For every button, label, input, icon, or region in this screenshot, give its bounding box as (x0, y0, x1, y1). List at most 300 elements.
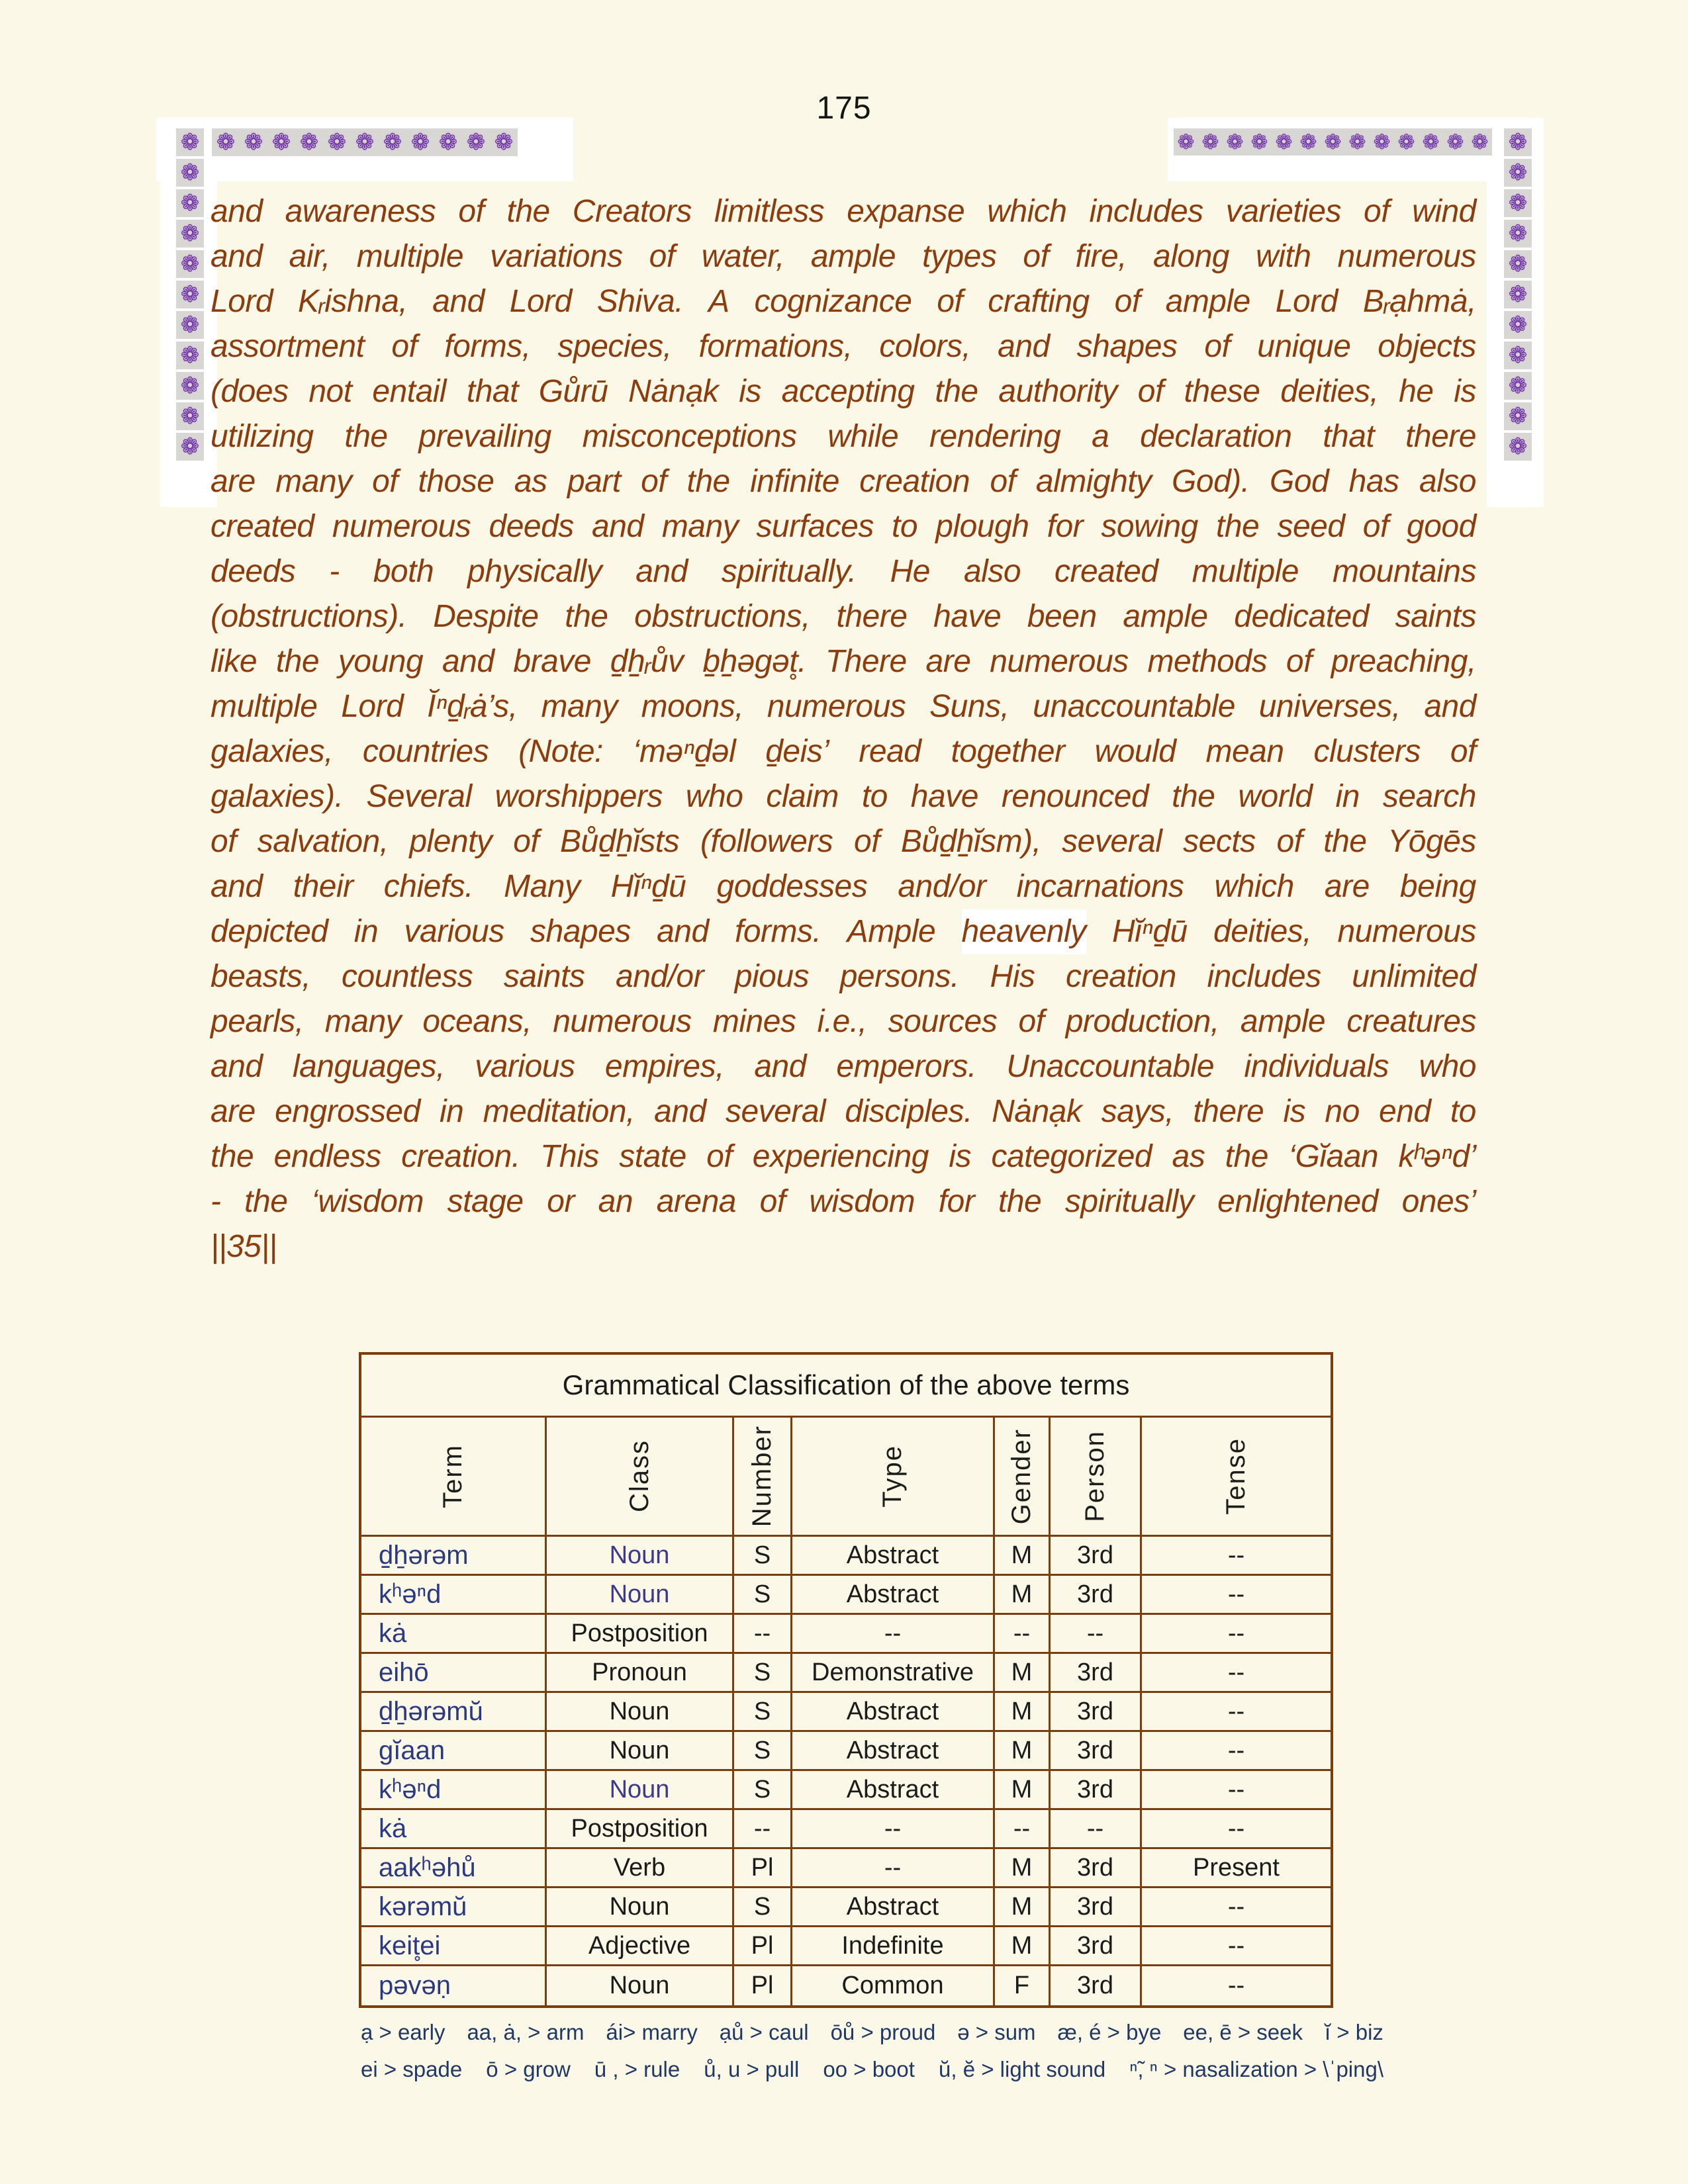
word: been (1027, 599, 1097, 634)
word: of (1286, 644, 1312, 679)
word: emperors. (836, 1049, 976, 1084)
paragraph-line (211, 414, 1476, 459)
word: languages, (292, 1049, 445, 1084)
word: the (565, 599, 608, 634)
paragraph-line (211, 909, 1476, 954)
column-header-label: Person (1080, 1430, 1109, 1522)
word: Hĭⁿd̠ū (610, 869, 686, 904)
table-cell-type: Abstract (792, 1771, 995, 1810)
word: also (963, 554, 1021, 589)
word: is (739, 374, 761, 409)
flower-icon: ❁ (176, 250, 204, 278)
floral-border-left (176, 128, 204, 461)
word: This (540, 1139, 599, 1174)
word: that (1323, 419, 1375, 454)
word: deeds (211, 554, 296, 589)
word: worshippers (494, 779, 663, 814)
word: for (1047, 509, 1084, 544)
word: many (541, 689, 618, 724)
word: who (1419, 1049, 1476, 1084)
word: of (1450, 734, 1476, 769)
flower-icon: ❁ (462, 128, 490, 156)
word: with (1256, 239, 1311, 274)
word: Hĭⁿd̠ū (1112, 914, 1188, 949)
word: is (1454, 374, 1476, 409)
table-cell-tense: Present (1142, 1849, 1331, 1888)
word: the (211, 1139, 254, 1174)
table-cell-person: 3rd (1051, 1771, 1142, 1810)
word: (does (211, 374, 289, 409)
word: of (391, 329, 418, 364)
word: and (754, 1049, 806, 1084)
word: numerous (767, 689, 906, 724)
word: in (353, 914, 379, 949)
table-cell-tense: -- (1142, 1771, 1331, 1810)
word: of (706, 1139, 733, 1174)
table-cell-gender: M (995, 1693, 1051, 1732)
table-cell-gender: M (995, 1927, 1051, 1966)
flower-icon: ❁ (176, 128, 204, 156)
table-cell-type: -- (792, 1849, 995, 1888)
table-cell-type: Abstract (792, 1537, 995, 1576)
paragraph-line: ||35|| (211, 1229, 277, 1264)
table-cell-number: Pl (734, 1966, 792, 2005)
word: incarnations (1016, 869, 1184, 904)
word: expanse (847, 194, 965, 229)
table-cell-number: S (734, 1888, 792, 1927)
word: numerous (990, 644, 1129, 679)
flower-icon: ❁ (1223, 128, 1247, 156)
word: fire, (1075, 239, 1127, 274)
word: chiefs. (383, 869, 473, 904)
word: the (998, 1184, 1042, 1219)
word: along (1153, 239, 1229, 274)
word: meditation, (483, 1094, 635, 1129)
word: Unaccountable (1006, 1049, 1215, 1084)
word: awareness (285, 194, 436, 229)
table-cell-tense: -- (1142, 1888, 1331, 1927)
word: of (854, 824, 880, 859)
word: Suns, (929, 689, 1009, 724)
word: he (1399, 374, 1434, 409)
table-cell-term: kʰəⁿd (361, 1771, 547, 1810)
word: wind (1412, 194, 1476, 229)
word: varieties (1225, 194, 1341, 229)
word: clusters (1313, 734, 1421, 769)
word: Bůd̠ẖĭsts (560, 824, 680, 859)
word: the (244, 1184, 288, 1219)
word: many (275, 464, 352, 499)
word: authority (998, 374, 1117, 409)
word: Yōgēs (1387, 824, 1476, 859)
word: accepting (781, 374, 915, 409)
word: numerous (332, 509, 471, 544)
table-cell-term: aakʰəhů (361, 1849, 547, 1888)
word: d̠ẖᵣův (610, 644, 684, 679)
table-cell-person: -- (1051, 1615, 1142, 1654)
word: of (1137, 374, 1164, 409)
table-cell-number: -- (734, 1810, 792, 1849)
word: almighty (1035, 464, 1152, 499)
paragraph-line (211, 459, 1476, 504)
table-cell-number: Pl (734, 1849, 792, 1888)
table-cell-person: 3rd (1051, 1693, 1142, 1732)
table-cell-class: Postposition (547, 1810, 734, 1849)
word: colors, (879, 329, 971, 364)
table-cell-term: eihō (361, 1654, 547, 1693)
page-number: 175 (816, 91, 872, 126)
word: oceans, (422, 1004, 532, 1039)
key-token: ee, ē > seek (1183, 2020, 1303, 2044)
table-cell-number: -- (734, 1615, 792, 1654)
word: stage (447, 1184, 524, 1219)
word: of (937, 284, 963, 319)
word: sources (888, 1004, 998, 1039)
flower-icon: ❁ (1504, 220, 1532, 248)
word: ample (1240, 1004, 1326, 1039)
word: mines (712, 1004, 796, 1039)
word: the (935, 374, 978, 409)
flower-icon: ❁ (1321, 128, 1345, 156)
word: and (211, 239, 263, 274)
table-cell-tense: -- (1142, 1732, 1331, 1771)
word: various (475, 1049, 575, 1084)
word: Lord (211, 284, 273, 319)
word: being (1399, 869, 1476, 904)
word: renounced (1001, 779, 1149, 814)
word: kʰəⁿd’ (1398, 1139, 1476, 1174)
word: creation (859, 464, 970, 499)
word: the (1225, 1139, 1268, 1174)
word: pious (734, 959, 810, 994)
word: mountains (1332, 554, 1476, 589)
table-cell-person: 3rd (1051, 1849, 1142, 1888)
word: beasts, (211, 959, 311, 994)
word: objects (1378, 329, 1476, 364)
flower-icon: ❁ (295, 128, 323, 156)
word: world (1238, 779, 1313, 814)
word: as (1172, 1139, 1205, 1174)
word: wisdom (809, 1184, 915, 1219)
word: of (1114, 284, 1141, 319)
word: an (598, 1184, 633, 1219)
word: methods (1147, 644, 1268, 679)
word: saints (1395, 599, 1476, 634)
word: a (1092, 419, 1109, 454)
table-cell-person: 3rd (1051, 1732, 1142, 1771)
table-cell-tense: -- (1142, 1537, 1331, 1576)
word: is (949, 1139, 971, 1174)
table-cell-gender: F (995, 1966, 1051, 2005)
flower-icon: ❁ (1419, 128, 1443, 156)
word: God). (1172, 464, 1250, 499)
table-cell-number: S (734, 1693, 792, 1732)
word: brave (513, 644, 591, 679)
word: dedicated (1234, 599, 1369, 634)
word: together (951, 734, 1065, 769)
word: - (211, 1184, 221, 1219)
key-token: aa, ȧ, > arm (467, 2020, 585, 2044)
word: end (1379, 1094, 1431, 1129)
table-cell-term: d̠ẖərəm (361, 1537, 547, 1576)
word: would (1094, 734, 1176, 769)
word: search (1382, 779, 1476, 814)
word: not (308, 374, 352, 409)
word: of (641, 464, 667, 499)
table-cell-type: -- (792, 1615, 995, 1654)
word: God (1270, 464, 1329, 499)
flower-icon: ❁ (1504, 402, 1532, 430)
word: plough (935, 509, 1029, 544)
flower-icon: ❁ (1198, 128, 1223, 156)
flower-icon: ❁ (212, 128, 240, 156)
word: young (338, 644, 424, 679)
word: utilizing (211, 419, 314, 454)
word: creatures (1346, 1004, 1476, 1039)
floral-border-top-left (212, 128, 518, 156)
word: saints (503, 959, 585, 994)
paragraph-line (211, 684, 1476, 729)
word: like (211, 644, 258, 679)
word: numerous (553, 1004, 692, 1039)
table-cell-type: Abstract (792, 1888, 995, 1927)
word: ‘Gĭaan (1288, 1139, 1379, 1174)
word: - (329, 554, 340, 589)
word: the (1172, 779, 1215, 814)
word: persons. (839, 959, 959, 994)
word: spiritually. (721, 554, 857, 589)
table-cell-gender: M (995, 1537, 1051, 1576)
word: galaxies, (211, 734, 333, 769)
paragraph-line (211, 1179, 1476, 1224)
word: the (686, 464, 730, 499)
word: Ample (847, 914, 936, 949)
word: has (1348, 464, 1399, 499)
key-token: ō > grow (486, 2057, 571, 2081)
flower-icon: ❁ (1370, 128, 1394, 156)
word: empires, (604, 1049, 724, 1084)
word: includes (1089, 194, 1203, 229)
table-cell-number: Pl (734, 1927, 792, 1966)
word: are (211, 1094, 256, 1129)
word: production, (1065, 1004, 1219, 1039)
paragraph-line (211, 549, 1476, 594)
table-cell-tense: -- (1142, 1615, 1331, 1654)
word: Several (366, 779, 472, 814)
word: Lord (1275, 284, 1338, 319)
word: and (592, 509, 644, 544)
word: or (547, 1184, 575, 1219)
word: there (1193, 1094, 1264, 1129)
word: are (1324, 869, 1370, 904)
word: multiple (1192, 554, 1299, 589)
column-header-person (1051, 1418, 1142, 1537)
table-cell-term: d̠ẖərəmŭ (361, 1693, 547, 1732)
key-token: ōů > proud (830, 2020, 936, 2044)
table-cell-number: S (734, 1537, 792, 1576)
word: entail (372, 374, 447, 409)
word: are (211, 464, 256, 499)
word: and (211, 869, 263, 904)
word: of (513, 824, 539, 859)
word: There (825, 644, 907, 679)
word: who (685, 779, 743, 814)
word: mean (1205, 734, 1284, 769)
table-cell-class: Verb (547, 1849, 734, 1888)
column-header-label: Tense (1221, 1437, 1250, 1515)
word: good (1407, 509, 1476, 544)
word: while (827, 419, 899, 454)
word: is (1283, 1094, 1306, 1129)
word: of (649, 239, 675, 274)
commentary-paragraph (211, 189, 1476, 1269)
key-token: oo > boot (823, 2057, 915, 2081)
paragraph-line (211, 819, 1476, 864)
word: are (925, 644, 971, 679)
paragraph-line (211, 234, 1476, 279)
flower-icon: ❁ (434, 128, 462, 156)
word: and (211, 194, 263, 229)
word: unaccountable (1033, 689, 1235, 724)
word: the (1323, 824, 1367, 859)
key-token: ⁿ̃, ⁿ > nasalization > \ˈping\ (1129, 2057, 1383, 2081)
word: ones’ (1401, 1184, 1476, 1219)
word: multiple (356, 239, 464, 274)
word: unique (1257, 329, 1351, 364)
word: the (506, 194, 550, 229)
word: sowing (1101, 509, 1198, 544)
word: and/or (898, 869, 986, 904)
flower-icon: ❁ (1296, 128, 1321, 156)
word: salvation, (257, 824, 389, 859)
word: various (404, 914, 504, 949)
word: enlightened (1217, 1184, 1378, 1219)
column-header-label: Class (624, 1439, 654, 1513)
word: crafting (988, 284, 1090, 319)
word: Nȧnạk (992, 1094, 1082, 1129)
word: plenty (409, 824, 492, 859)
word: their (293, 869, 353, 904)
word: includes (1207, 959, 1321, 994)
pronunciation-key-line (361, 2020, 1383, 2045)
flower-icon: ❁ (1443, 128, 1468, 156)
grammar-classification-table (359, 1352, 1333, 2008)
column-header-number (734, 1418, 792, 1537)
flower-icon: ❁ (176, 311, 204, 339)
paragraph-line (211, 1044, 1476, 1089)
flower-icon: ❁ (379, 128, 406, 156)
flower-icon: ❁ (1247, 128, 1272, 156)
flower-icon: ❁ (176, 281, 204, 308)
word: Despite (433, 599, 539, 634)
word: spiritually (1064, 1184, 1194, 1219)
flower-icon: ❁ (1504, 341, 1532, 369)
word: moons, (641, 689, 744, 724)
word: and (998, 329, 1050, 364)
table-cell-gender: M (995, 1849, 1051, 1888)
word: of (1362, 509, 1389, 544)
word: heavenly (962, 909, 1086, 954)
word: surfaces (756, 509, 874, 544)
pronunciation-key (361, 2020, 1383, 2094)
word: Kᵣishna, (298, 284, 408, 319)
word: declaration (1140, 419, 1292, 454)
word: i.e., (817, 1004, 867, 1039)
column-header-label: Type (878, 1445, 907, 1508)
word: of (1018, 1004, 1045, 1039)
word: creation. (401, 1139, 520, 1174)
table-cell-number: S (734, 1576, 792, 1615)
word: creation (1066, 959, 1176, 994)
flower-icon: ❁ (1394, 128, 1419, 156)
table-cell-type: -- (792, 1810, 995, 1849)
column-header-label: Number (747, 1425, 776, 1527)
word: both (373, 554, 434, 589)
word: several (1062, 824, 1162, 859)
flower-icon: ❁ (1468, 128, 1492, 156)
word: water, (701, 239, 784, 274)
word: categorized (991, 1139, 1152, 1174)
table-cell-term: kȧ (361, 1810, 547, 1849)
key-token: ů, u > pull (704, 2057, 800, 2081)
word: which (987, 194, 1067, 229)
word: and/or (616, 959, 704, 994)
word: shapes (530, 914, 631, 949)
word: individuals (1244, 1049, 1389, 1084)
flower-icon: ❁ (1504, 128, 1532, 156)
table-title: Grammatical Classification of the above terms (361, 1355, 1331, 1418)
flower-icon: ❁ (1504, 159, 1532, 187)
table-cell-term: kʰəⁿd (361, 1576, 547, 1615)
flower-icon: ❁ (1504, 433, 1532, 461)
word: numerous (1337, 239, 1476, 274)
word: many (661, 509, 739, 544)
word: goddesses (716, 869, 868, 904)
word: Ĭⁿd̠ᵣȧ’s, (427, 689, 518, 724)
key-token: ạ > early (361, 2020, 445, 2044)
column-header-class (547, 1418, 734, 1537)
word: engrossed (275, 1094, 420, 1129)
word: experiencing (752, 1139, 929, 1174)
flower-icon: ❁ (1504, 372, 1532, 400)
word: and (211, 1049, 263, 1084)
flower-icon: ❁ (351, 128, 379, 156)
word: A (708, 284, 729, 319)
word: infinite (750, 464, 839, 499)
paragraph-line (211, 954, 1476, 999)
table-cell-class: Noun (547, 1693, 734, 1732)
pronunciation-key-line (361, 2057, 1383, 2082)
word: and (432, 284, 485, 319)
table-cell-class: Noun (547, 1576, 734, 1615)
word: of (211, 824, 237, 859)
word: arena (656, 1184, 736, 1219)
paragraph-line (211, 594, 1476, 639)
word: deeds (489, 509, 574, 544)
word: countries (362, 734, 489, 769)
word: (obstructions). (211, 599, 407, 634)
word: these (1184, 374, 1260, 409)
word: no (1325, 1094, 1360, 1129)
word: species, (557, 329, 672, 364)
flower-icon: ❁ (1345, 128, 1370, 156)
table-cell-term: gĭaan (361, 1732, 547, 1771)
table-cell-class: Adjective (547, 1927, 734, 1966)
word: obstructions, (634, 599, 810, 634)
flower-icon: ❁ (240, 128, 267, 156)
paragraph-line (211, 189, 1476, 234)
flower-icon: ❁ (176, 402, 204, 430)
